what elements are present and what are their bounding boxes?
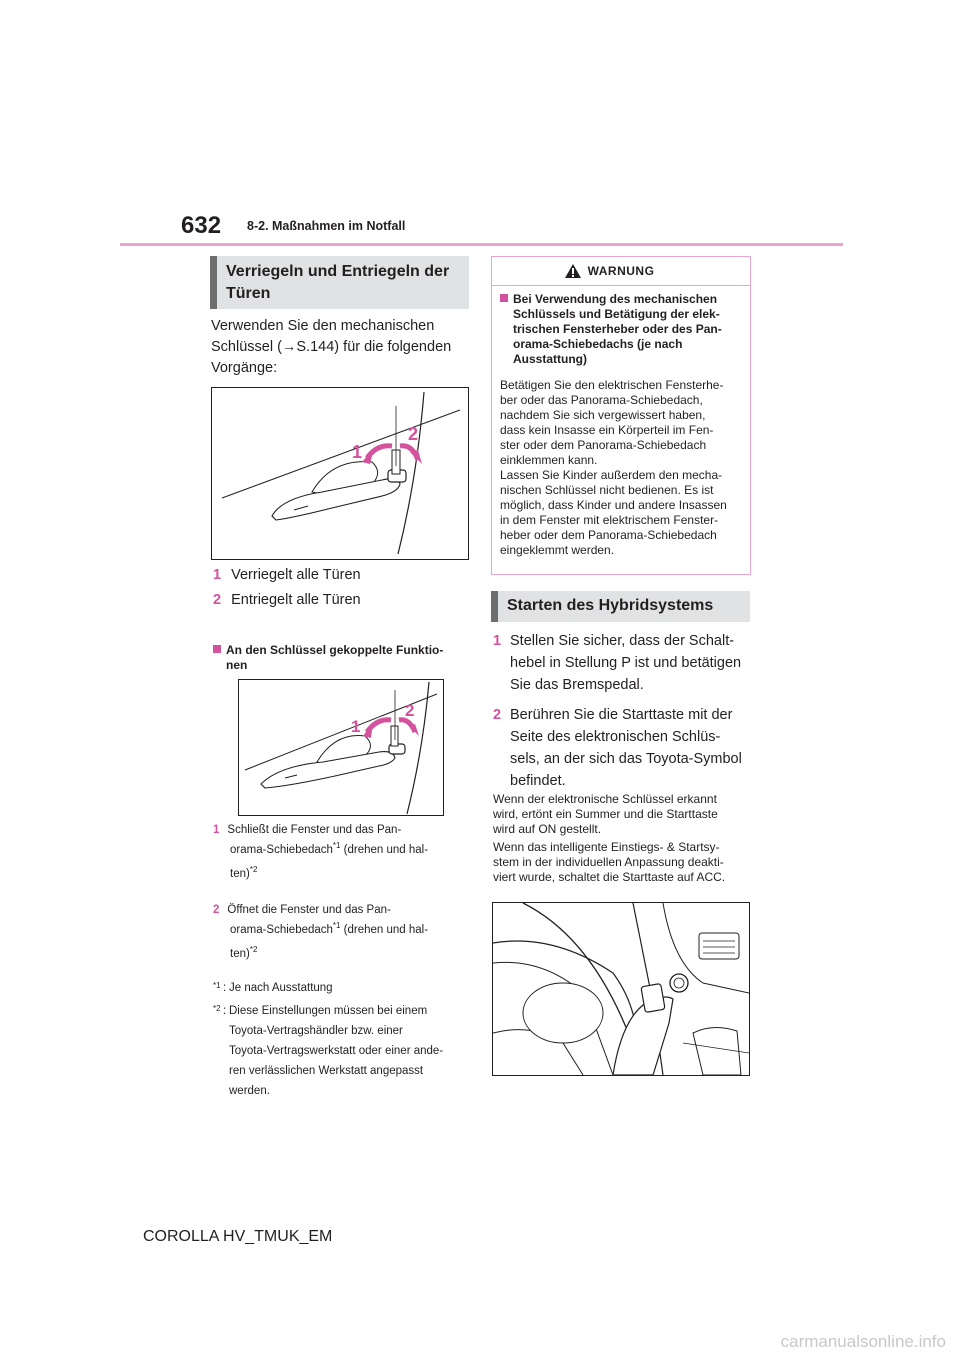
figure-door-handle-key (211, 387, 469, 560)
step-text: Verriegelt alle Türen (231, 567, 361, 583)
function-text: (drehen und hal- (340, 844, 429, 856)
warning-subject (500, 292, 746, 367)
step-line: Seite des elektronischen Schlüs- (510, 729, 721, 745)
step-text: Entriegelt alle Türen (231, 592, 361, 608)
note-line: viert wurde, schaltet die Starttaste auf ACC. (493, 870, 726, 884)
warning-body-line: nischen Schlüssel nicht bedienen. Es ist (500, 483, 714, 497)
footnote: *1 : Je nach Ausstattung (213, 978, 473, 998)
warning-body-line: nachdem Sie sich vergewissert haben, (500, 408, 706, 422)
step-number: 1 (493, 633, 502, 649)
footnote-ref: *2 (249, 865, 258, 875)
step-line: Berühren Sie die Starttaste mit der (510, 707, 733, 723)
figure-label-2: 2 (408, 424, 419, 444)
step-item (493, 630, 755, 704)
subheading-line: nen (226, 658, 248, 672)
note-line: Wenn der elektronische Schlüssel erkannt (493, 792, 717, 806)
square-bullet-icon (213, 645, 221, 653)
footnote-line: werden. (229, 1085, 270, 1097)
function-list (213, 820, 473, 1101)
hybrid-notes (493, 792, 755, 885)
step-line: Sie das Bremspedal. (510, 677, 644, 693)
step-item (493, 704, 755, 792)
warning-body-line: Betätigen Sie den elektrischen Fensterhe- (500, 378, 724, 392)
warning-body-line: ster oder dem Panorama-Schiebedach (500, 438, 707, 452)
note-line: stem in der individuellen Anpassung deakti- (493, 855, 724, 869)
function-text: orama-Schiebedach (230, 924, 333, 936)
warning-body-line: möglich, dass Kinder und andere Insassen (500, 498, 727, 512)
warning-header (492, 257, 750, 286)
footer-model: COROLLA HV_TMUK_EM (143, 1228, 333, 1245)
step-line: hebel in Stellung P ist und betätigen (510, 655, 742, 671)
warning-body-line: dass kein Insasse ein Körperteil im Fen- (500, 423, 714, 437)
warning-subject-line: Bei Verwendung des mechanischen (513, 292, 718, 306)
warning-body-line: in dem Fenster mit elektrischem Fenster- (500, 513, 719, 527)
heading-door-locking: Verriegeln und Entriegeln der Türen (210, 256, 469, 309)
section-reference: 8-2. Maßnahmen im Notfall (247, 219, 406, 233)
figure-label-2: 2 (405, 701, 415, 720)
function-text: Schließt die Fenster und das Pan- (227, 824, 402, 836)
intro-line: Schlüssel (→S.144) für die folgenden (211, 339, 452, 355)
note-line: wird, ertönt ein Summer und die Starttaste (493, 807, 718, 821)
note-paragraph (493, 840, 755, 885)
watermark: carmanualsonline.info (780, 1332, 946, 1351)
footnote-line: Diese Einstellungen müssen bei einem (229, 1005, 428, 1017)
function-text: (drehen und hal- (340, 924, 429, 936)
figure-label-1: 1 (351, 717, 361, 736)
warning-body (500, 378, 748, 558)
warning-subject-line: Schlüssels und Betätigung der elek- (513, 307, 720, 321)
footnote-ref: *1 (332, 921, 341, 931)
footnote-line: Toyota-Vertragshändler bzw. einer (229, 1025, 403, 1037)
footnote-line: ren verlässlichen Werkstatt angepasst (229, 1065, 424, 1077)
function-item (213, 820, 473, 900)
step-item (213, 565, 473, 590)
function-text: orama-Schiebedach (230, 844, 333, 856)
door-handle-illustration (212, 388, 468, 559)
intro-line: Vorgänge: (211, 360, 278, 376)
subheading-key-functions (213, 643, 473, 673)
start-button-illustration (493, 903, 749, 1075)
warning-body-line: ber oder das Panorama-Schiebedach, (500, 393, 703, 407)
warning-body-line: eingeklemmt werden. (500, 543, 615, 557)
figure-start-button (492, 902, 750, 1076)
square-bullet-icon (500, 294, 508, 302)
footnote-line: Toyota-Vertragswerkstatt oder einer ande- (229, 1045, 444, 1057)
figure-label-1: 1 (352, 442, 363, 462)
function-text: ten) (230, 948, 250, 960)
step-list (213, 565, 473, 611)
function-number: 1 (213, 824, 220, 836)
warning-body-line: heber oder dem Panorama-Schiebedach (500, 528, 717, 542)
step-item (213, 590, 473, 611)
warning-body-line: einklemmen kann. (500, 453, 598, 467)
subheading-line: An den Schlüssel gekoppelte Funktio- (226, 643, 444, 657)
function-text: Öffnet die Fenster und das Pan- (227, 904, 391, 916)
intro-line: Verwenden Sie den mechanischen (211, 318, 435, 334)
intro-text (211, 316, 471, 379)
footnote-ref: *2 (249, 945, 258, 955)
note-line: Wenn das intelligente Einstiegs- & Startsy- (493, 840, 720, 854)
footnote-ref: *1 (332, 841, 341, 851)
step-line: sels, an der sich das Toyota-Symbol (510, 751, 742, 767)
heading-hybrid-start: Starten des Hybridsystems (491, 591, 750, 622)
footnote: *2 : Diese Einstellungen müssen bei einem Toyota-Vertragshändler bzw. einer Toyota-Vertragswerkstatt oder einer ande- ren verlässlichen Werkstatt angepasst werden. (213, 1001, 473, 1101)
footnote-line: Je nach Ausstattung (229, 982, 333, 994)
step-line: befindet. (510, 773, 566, 789)
note-line: wird auf ON gestellt. (493, 822, 602, 836)
hybrid-steps (493, 630, 755, 792)
warning-subject-line: trischen Fensterheber oder des Pan- (513, 322, 722, 336)
page-number: 632 (181, 212, 222, 239)
warning-title: WARNUNG (587, 264, 655, 278)
warning-subject-line: orama-Schiebedachs (je nach (513, 337, 683, 351)
header-rule (120, 243, 843, 246)
warning-subject-line: Ausstattung) (513, 352, 587, 366)
figure-key-functions (238, 679, 444, 816)
step-number: 2 (213, 592, 222, 608)
function-number: 2 (213, 904, 220, 916)
warning-body-line: Lassen Sie Kinder außerdem den mecha- (500, 468, 723, 482)
warning-box (491, 256, 751, 575)
function-text: ten) (230, 868, 250, 880)
step-number: 2 (493, 707, 502, 723)
step-line: Stellen Sie sicher, dass der Schalt- (510, 633, 735, 649)
function-item (213, 900, 473, 978)
door-handle-functions-illustration (239, 680, 443, 815)
step-number: 1 (213, 567, 222, 583)
note-paragraph (493, 792, 755, 837)
